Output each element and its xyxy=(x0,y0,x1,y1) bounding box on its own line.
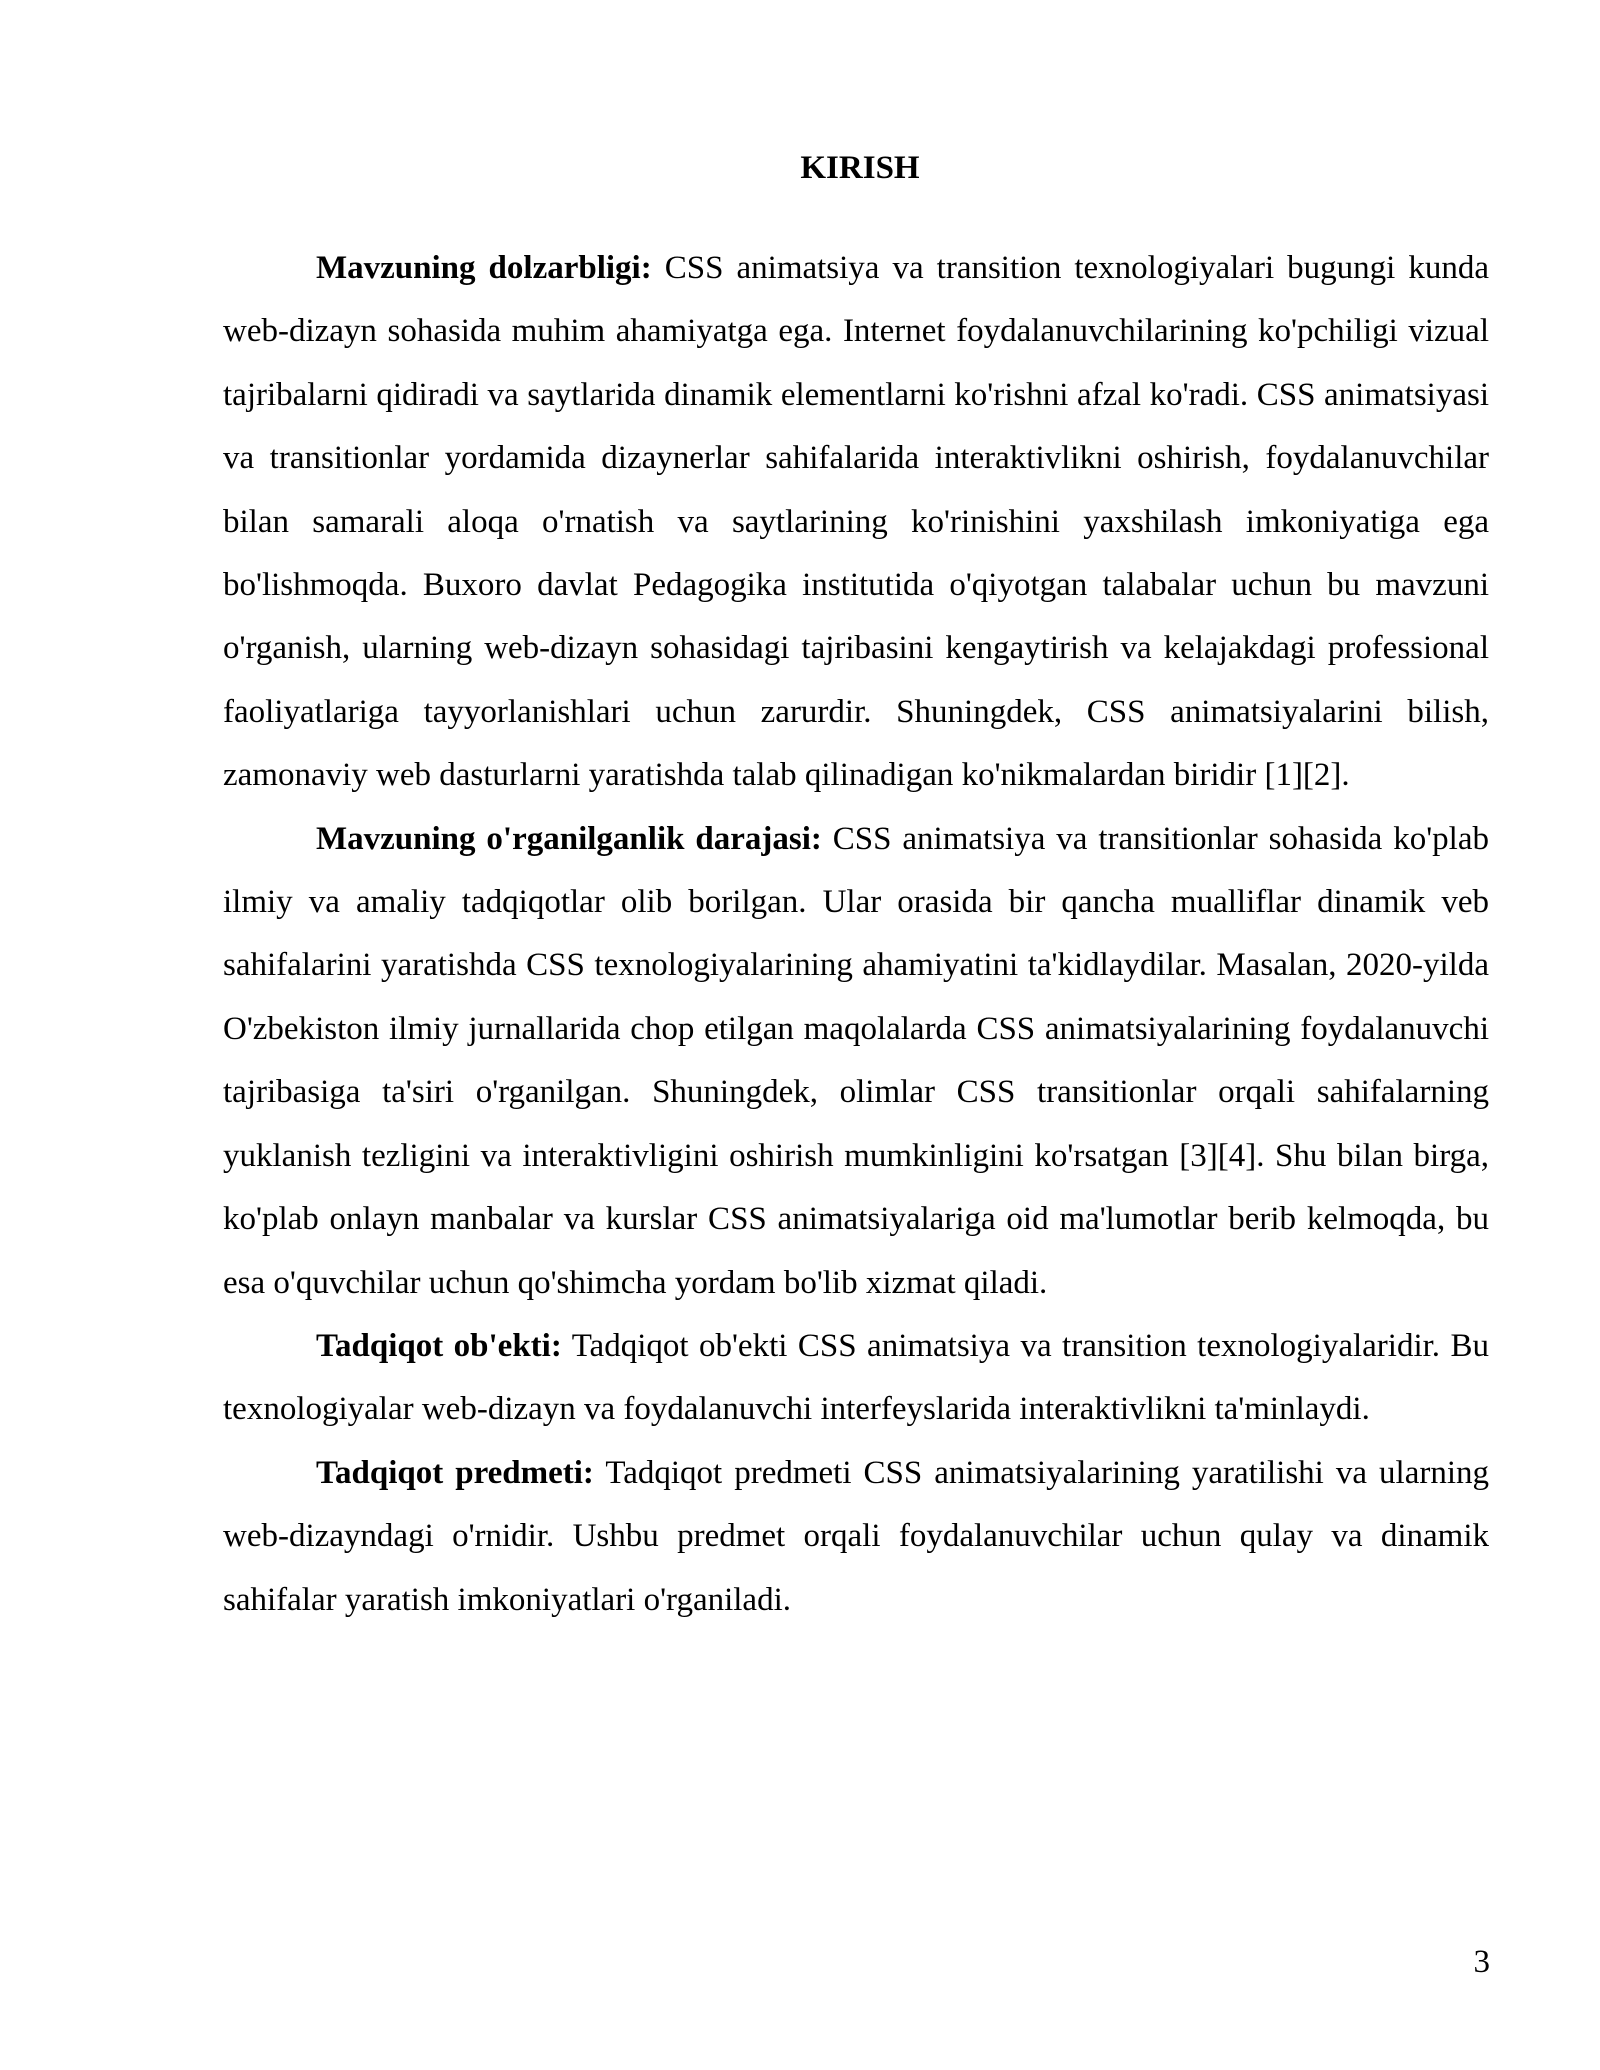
paragraph-research-subject xyxy=(223,1442,1489,1632)
paragraph-research-level xyxy=(223,808,1489,1315)
paragraph-text: CSS animatsiya va transitionlar sohasida ko'plab ilmiy va amaliy tadqiqotlar olib borilgan. Ular orasida bir qancha mualliflar dinamik veb sahifalarini yaratishda CSS texnologiyalarining ahamiyatini ta'kidlaydilar. Masalan, 2020-yilda O'zbekiston ilmiy jurnallarida chop etilgan maqolalarda CSS animatsiyalarining foydalanuvchi tajribasiga ta'siri o'rganilgan. Shuningdek, olimlar CSS transitionlar orqali sahifalarning yuklanish tezligini va interaktivligini oshirish mumkinligini ko'rsatgan [3][4]. Shu bilan birga, ko'plab onlayn manbalar va kurslar CSS animatsiyalariga oid ma'lumotlar berib kelmoqda, bu esa o'quvchilar uchun qo'shimcha yordam bo'lib xizmat qiladi. xyxy=(223,820,1489,1301)
paragraph-lead: Mavzuning o'rganilganlik darajasi: xyxy=(316,820,822,857)
document-body xyxy=(223,237,1489,1632)
paragraph-text: Tadqiqot ob'ekti CSS animatsiya va transition texnologiyalaridir. Bu texnologiyalar web-dizayn va foydalanuvchi interfeyslarida interaktivlikni ta'minlaydi. xyxy=(223,1327,1489,1428)
paragraph-text: CSS animatsiya va transition texnologiyalari bugungi kunda web-dizayn sohasida muhim ahamiyatga ega. Internet foydalanuvchilarining ko'pchiligi vizual tajribalarni qidiradi va saytlarida dinamik elementlarni ko'rishni afzal ko'radi. CSS animatsiyasi va transitionlar yordamida dizaynerlar sahifalarida interaktivlikni oshirish, foydalanuvchilar bilan samarali aloqa o'rnatish va saytlarining ko'rinishini yaxshilash imkoniyatiga ega bo'lishmoqda. Buxoro davlat Pedagogika institutida o'qiyotgan talabalar uchun bu mavzuni o'rganish, ularning web-dizayn sohasidagi tajribasini kengaytirish va kelajakdagi professional faoliyatlariga tayyorlanishlari uchun zarurdir. Shuningdek, CSS animatsiyalarini bilish, zamonaviy web dasturlarni yaratishda talab qilinadigan ko'nikmalardan biridir [1][2]. xyxy=(223,250,1489,794)
paragraph-relevance xyxy=(223,237,1489,808)
paragraph-lead: Mavzuning dolzarbligi: xyxy=(316,250,652,286)
page-title: KIRISH xyxy=(800,150,920,186)
paragraph-research-object xyxy=(223,1315,1489,1442)
paragraph-lead: Tadqiqot ob'ekti: xyxy=(316,1327,562,1364)
paragraph-text: Tadqiqot predmeti CSS animatsiyalarining yaratilishi va ularning web-dizayndagi o'rnidir. Ushbu predmet orqali foydalanuvchilar uchun qulay va dinamik sahifalar yaratish imkoniyatlari o'rganiladi. xyxy=(223,1454,1490,1618)
paragraph-lead: Tadqiqot predmeti: xyxy=(316,1454,594,1491)
page-number: 3 xyxy=(1473,1944,1490,1980)
